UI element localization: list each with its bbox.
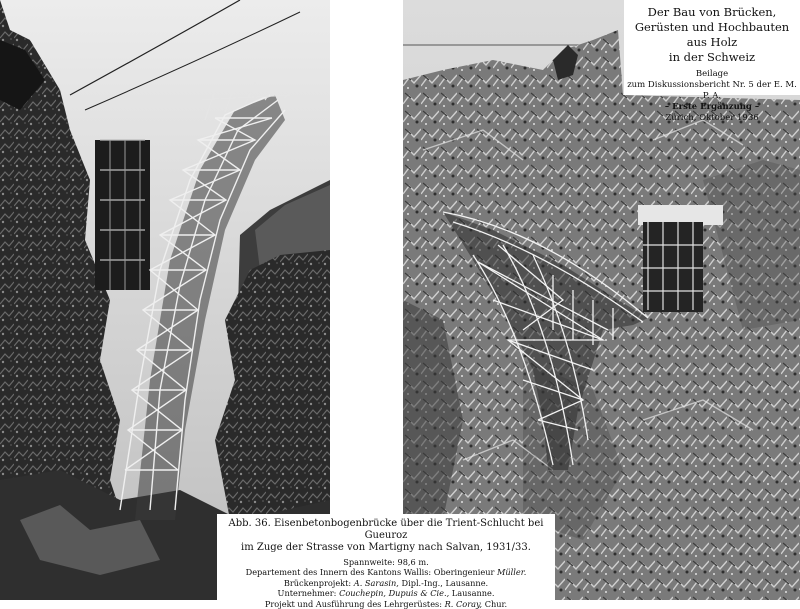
document-header [624,0,800,123]
caption-spannweite: Spannweite: 98,6 m. [343,557,429,567]
header-ort-datum: Zürich, Oktober 1936 [665,113,759,123]
caption-lehrgeruest [217,599,555,609]
caption-title-line-1: Abb. 36. Eisenbetonbogenbrücke über die Trient-Schlucht bei Gueuroz [228,518,544,541]
caption-brueckenprojekt [217,578,555,588]
caption-departement [217,567,555,577]
caption-lehrgeruest-suffix: Chur. [484,598,508,609]
header-line-3: in der Schweiz [668,50,756,64]
caption-unternehmer [217,588,555,598]
header-line-2: Gerüsten und Hochbauten aus Holz [634,20,790,49]
figure-caption [217,514,555,609]
caption-unternehmer-prefix: Unternehmer: [277,588,337,599]
photo-left-falsework [0,0,330,600]
caption-unternehmer-name: Couchepin, Dupuis & Cie., [339,588,450,599]
header-ergaenzung: – Erste Ergänzung – [664,102,760,112]
caption-brueckenprojekt-name: A. Sarasin, [353,577,399,588]
caption-title-line-2: im Zuge der Strasse von Martigny nach Salvan, 1931/33. [241,542,531,553]
caption-lehrgeruest-name: R. Coray, [444,598,483,609]
caption-departement-prefix: Departement des Innern des Kantons Wallis: Oberingenieur [245,567,495,578]
caption-lehrgeruest-prefix: Projekt und Ausführung des Lehrgerüstes: [264,598,443,609]
caption-departement-name: Müller. [497,567,527,578]
header-line-1: Der Bau von Brücken, [647,5,777,19]
caption-unternehmer-suffix: Lausanne. [451,588,495,599]
caption-brueckenprojekt-prefix: Brückenprojekt: [283,577,352,588]
caption-brueckenprojekt-suffix: Dipl.-Ing., Lausanne. [401,577,489,588]
header-bericht: zum Diskussionsbericht Nr. 5 der E. M. P. A. [627,80,797,101]
header-beilage: Beilage [695,69,729,79]
